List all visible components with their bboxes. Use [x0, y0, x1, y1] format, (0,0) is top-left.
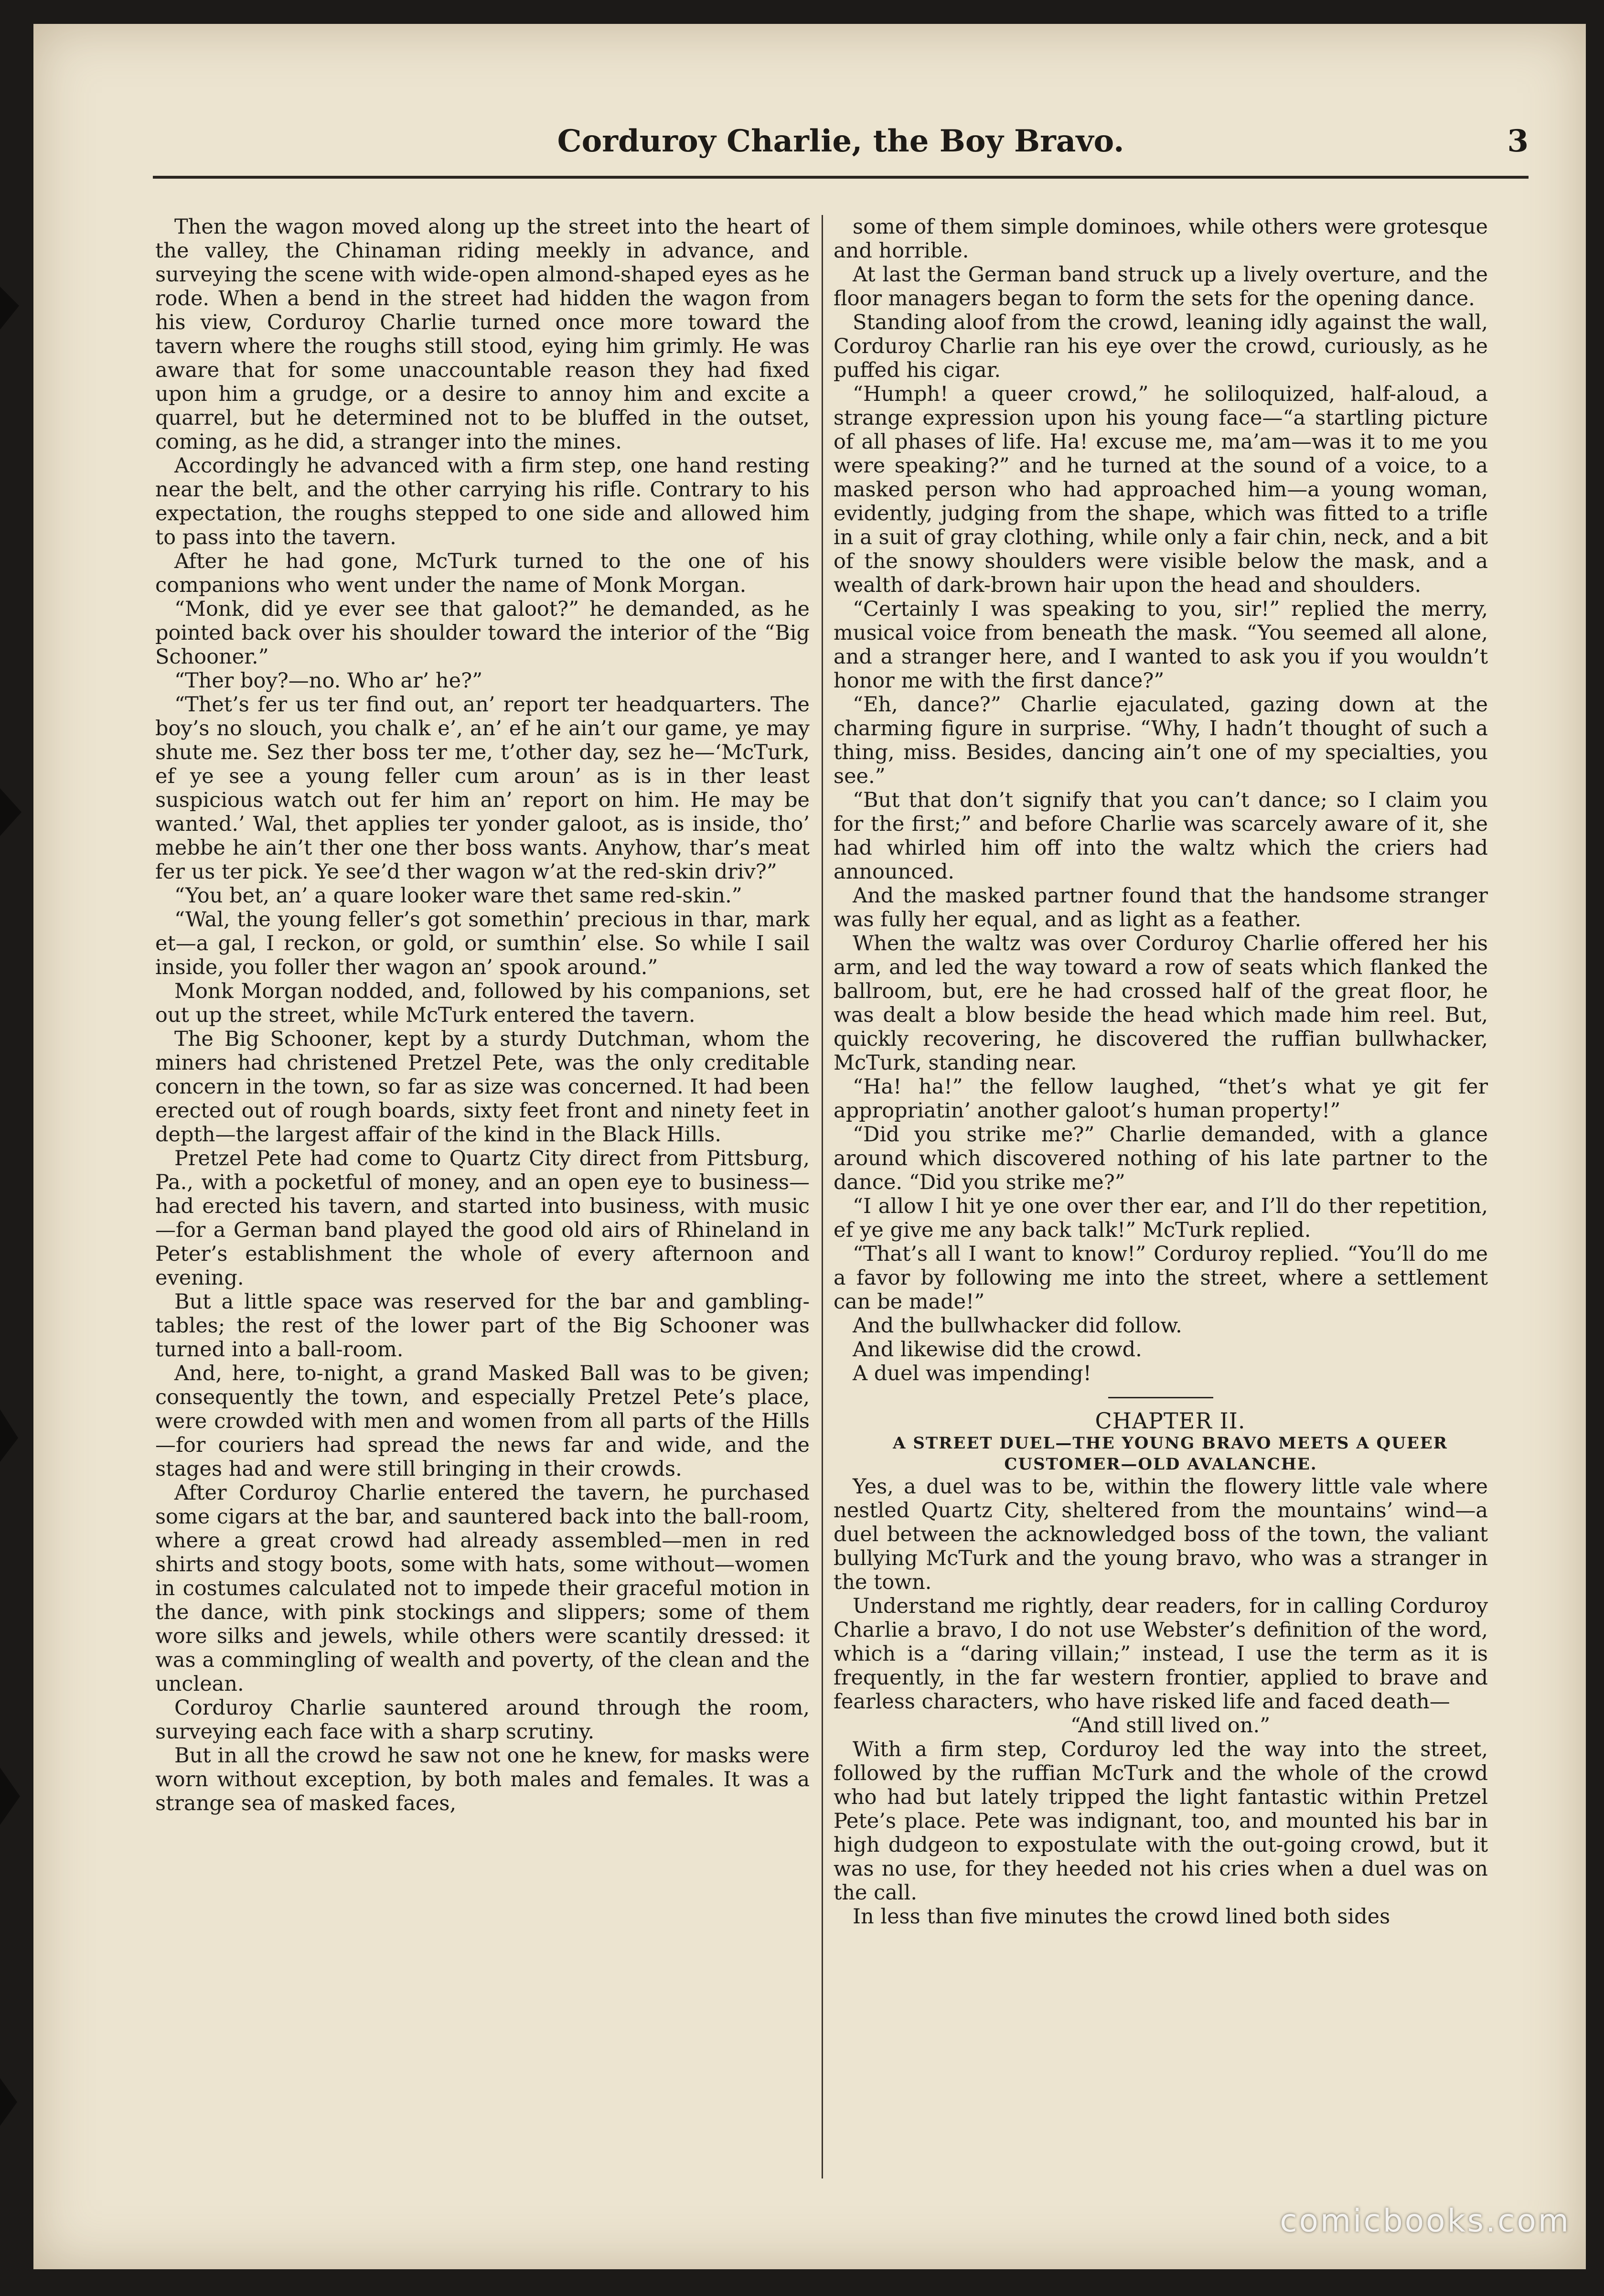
- paragraph: Understand me rightly, dear readers, for in calling Corduroy Charlie a bravo, I do not use Webster’s definition of the word, which is a “daring villain;” instead, I use the term as it is frequently, in the far western frontier, applied to brave and fearless characters, who have risked life and faced death—: [834, 1594, 1488, 1714]
- paragraph: “I allow I hit ye one over ther ear, and I’ll do ther repetition, ef ye give me any back talk!” McTurk replied.: [834, 1194, 1488, 1242]
- column-divider: [822, 215, 823, 2178]
- magazine-page: [33, 24, 1586, 2269]
- paragraph: “Wal, the young feller’s got somethin’ precious in thar, mark et—a gal, I reckon, or gold, or sumthin’ else. So while I sail inside, you foller ther wagon an’ spook around.”: [155, 908, 810, 979]
- site-watermark: comicbooks.com: [1280, 2202, 1571, 2239]
- chapter-subtitle: A STREET DUEL—THE YOUNG BRAVO MEETS A QUEER CUSTOMER—OLD AVALANCHE.: [893, 1434, 1448, 1474]
- paragraph: Pretzel Pete had come to Quartz City direct from Pittsburg, Pa., with a pocketful of money, and an open eye to business—had erected his tavern, and started into business, with music—for a German band played the good old airs of Rhineland in Peter’s establishment the whole of every afternoon and evening.: [155, 1147, 810, 1290]
- paragraph: At last the German band struck up a lively overture, and the floor managers began to form the sets for the opening dance.: [834, 263, 1488, 311]
- paragraph: Monk Morgan nodded, and, followed by his companions, set out up the street, while McTurk entered the tavern.: [155, 979, 810, 1027]
- verse-quote: “And still lived on.”: [1070, 1714, 1271, 1738]
- paragraph: A duel was impending!: [853, 1362, 1091, 1385]
- paragraph: “That’s all I want to know!” Corduroy replied. “You’ll do me a favor by following me into the street, where a settlement can be made!”: [834, 1242, 1488, 1314]
- paragraph: When the waltz was over Corduroy Charlie offered her his arm, and led the way toward a row of seats which flanked the ballroom, but, ere he had crossed half of the great floor, he was dealt a blow beside the head which made him reel. But, quickly recovering, he discovered the ruffian bullwhacker, McTurk, standing near.: [834, 932, 1488, 1075]
- paragraph: Corduroy Charlie sauntered around through the room, surveying each face with a sharp scrutiny.: [155, 1696, 810, 1744]
- binding-tear-marks: [0, 0, 33, 2294]
- paragraph: “Thet’s fer us ter find out, an’ report ter headquarters. The boy’s no slouch, you chalk e’, an’ ef he ain’t our game, ye may shute me. Sez ther boss ter me, t’other day, sez he—‘McTurk, ef ye see a young feller cum aroun’ as is in ther least suspicious watch out fer him an’ report on him. He may be wanted.’ Wal, thet applies ter yonder galoot, as is inside, tho’ mebbe he ain’t ther one ther boss wants. Anyhow, thar’s meat fer us ter pick. Ye see’d ther wagon w’at the red-skin driv?”: [155, 693, 810, 884]
- page-title: Corduroy Charlie, the Boy Bravo.: [557, 123, 1124, 159]
- chapter-heading: CHAPTER II.: [1095, 1408, 1246, 1434]
- paragraph: “Monk, did ye ever see that galoot?” he demanded, as he pointed back over his shoulder toward the interior of the “Big Schooner.”: [155, 597, 810, 669]
- paragraph: “Ther boy?—no. Who ar’ he?”: [174, 669, 483, 693]
- paragraph: Then the wagon moved along up the street into the heart of the valley, the Chinaman riding meekly in advance, and surveying the scene with wide-open almond-shaped eyes as he rode. When a bend in the street had hidden the wagon from his view, Corduroy Charlie turned once more toward the tavern where the roughs still stood, eying him grimly. He was aware that for some unaccountable reason they had fixed upon him a grudge, or a desire to annoy him and excite a quarrel, but he determined not to be bluffed in the outset, coming, as he did, a stranger into the mines.: [155, 215, 810, 454]
- paragraph: Accordingly he advanced with a firm step, one hand resting near the belt, and the other carrying his rifle. Contrary to his expectation, the roughs stepped to one side and allowed him to pass into the tavern.: [155, 454, 810, 549]
- header-rule: [153, 176, 1529, 179]
- paragraph: “Humph! a queer crowd,” he soliloquized, half-aloud, a strange expression upon his young face—“a startling picture of all phases of life. Ha! excuse me, ma’am—was it to me you were speaking?” and he turned at the sound of a voice, to a masked person who had approached him—a young woman, evidently, judging from the shape, which was fitted to a trifle in a suit of gray clothing, while only a fair chin, neck, and a bit of the snowy shoulders were visible below the mask, and a wealth of dark-brown hair upon the head and shoulders.: [834, 382, 1488, 597]
- left-column: [155, 215, 810, 2178]
- chapter-rule: [1108, 1397, 1213, 1398]
- paragraph: After Corduroy Charlie entered the tavern, he purchased some cigars at the bar, and sauntered back into the ball-room, where a great crowd had already assembled—men in red shirts and stogy boots, some with hats, some without—women in costumes calculated not to impede their graceful motion in the dance, with pink stockings and slippers; some of them wore silks and jewels, while others were scantily dressed: it was a commingling of wealth and poverty, of the clean and the unclean.: [155, 1481, 810, 1696]
- paragraph: And the bullwhacker did follow.: [853, 1314, 1182, 1338]
- paragraph: But in all the crowd he saw not one he knew, for masks were worn without exception, by both males and females. It was a strange sea of masked faces,: [155, 1744, 810, 1815]
- paragraph: And, here, to-night, a grand Masked Ball was to be given; consequently the town, and especially Pretzel Pete’s place, were crowded with men and women from all parts of the Hills—for couriers had spread the news far and wide, and the stages had and were still bringing in their crowds.: [155, 1362, 810, 1481]
- paragraph: And likewise did the crowd.: [853, 1338, 1142, 1362]
- paragraph: “But that don’t signify that you can’t dance; so I claim you for the first;” and before Charlie was scarcely aware of it, she had whirled him off into the waltz which the criers had announced.: [834, 788, 1488, 884]
- right-column: [834, 215, 1488, 2178]
- paragraph: “Eh, dance?” Charlie ejaculated, gazing down at the charming figure in surprise. “Why, I hadn’t thought of such a thing, miss. Besides, dancing ain’t one of my specialties, you see.”: [834, 693, 1488, 788]
- paragraph: “Ha! ha!” the fellow laughed, “thet’s what ye git fer appropriatin’ another galoot’s human property!”: [834, 1075, 1488, 1123]
- page-binding-edge: [0, 0, 33, 2294]
- paragraph: “Did you strike me?” Charlie demanded, with a glance around which discovered nothing of his late partner to the dance. “Did you strike me?”: [834, 1123, 1488, 1194]
- running-head: [153, 115, 1529, 167]
- paragraph: But a little space was reserved for the bar and gambling-tables; the rest of the lower part of the Big Schooner was turned into a ball-room.: [155, 1290, 810, 1362]
- paragraph: With a firm step, Corduroy led the way into the street, followed by the ruffian McTurk and the whole of the crowd who had but lately tripped the light fantastic within Pretzel Pete’s place. Pete was indignant, too, and mounted his bar in high dudgeon to expostulate with the out-going crowd, but it was no use, for they heeded not his cries when a duel was on the call.: [834, 1738, 1488, 1905]
- paragraph: “You bet, an’ a quare looker ware thet same red-skin.”: [174, 884, 742, 908]
- page-number: 3: [1507, 123, 1529, 159]
- paragraph: some of them simple dominoes, while others were grotesque and horrible.: [834, 215, 1488, 263]
- paragraph: The Big Schooner, kept by a sturdy Dutchman, whom the miners had christened Pretzel Pete, was the only creditable concern in the town, so far as size was concerned. It had been erected out of rough boards, sixty feet front and ninety feet in depth—the largest affair of the kind in the Black Hills.: [155, 1027, 810, 1147]
- paragraph: Yes, a duel was to be, within the flowery little vale where nestled Quartz City, sheltered from the mountains’ wind—a duel between the acknowledged boss of the town, the valiant bullying McTurk and the young bravo, who was a stranger in the town.: [834, 1475, 1488, 1594]
- paragraph: “Certainly I was speaking to you, sir!” replied the merry, musical voice from beneath the mask. “You seemed all alone, and a stranger here, and I wanted to ask you if you wouldn’t honor me with the first dance?”: [834, 597, 1488, 693]
- paragraph: Standing aloof from the crowd, leaning idly against the wall, Corduroy Charlie ran his eye over the crowd, curiously, as he puffed his cigar.: [834, 311, 1488, 382]
- paragraph: In less than five minutes the crowd lined both sides: [853, 1905, 1390, 1929]
- paragraph: After he had gone, McTurk turned to the one of his companions who went under the name of Monk Morgan.: [155, 549, 810, 597]
- paragraph: And the masked partner found that the handsome stranger was fully her equal, and as light as a feather.: [834, 884, 1488, 932]
